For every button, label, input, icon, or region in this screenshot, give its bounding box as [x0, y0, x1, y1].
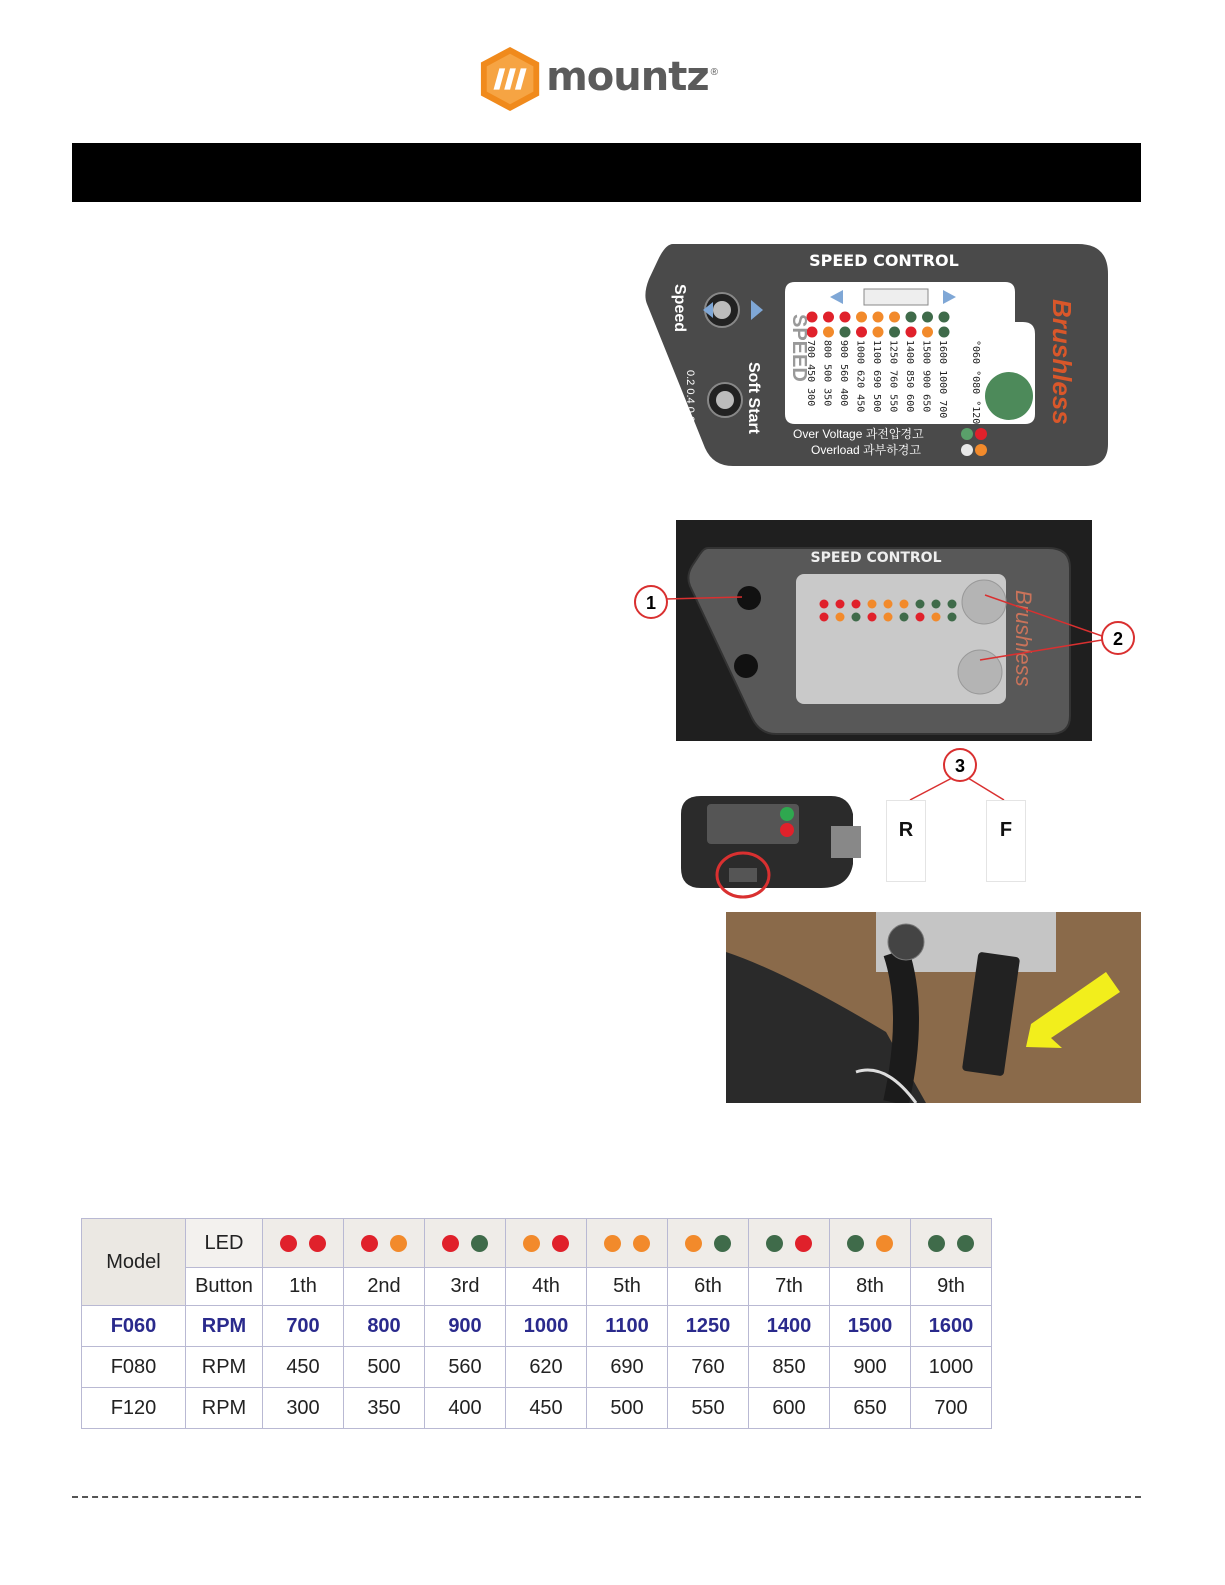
- button-step: 6th: [668, 1268, 749, 1306]
- model-cell: F060: [82, 1306, 186, 1347]
- reverse-label: R: [898, 819, 914, 841]
- panel-speed-values: 800 500 350: [821, 340, 833, 407]
- red-led-dot: [795, 1235, 812, 1252]
- led-cell: [506, 1219, 587, 1268]
- button-step: 7th: [749, 1268, 830, 1306]
- orange-led-dot: [523, 1235, 540, 1252]
- footer-divider: [72, 1496, 1141, 1498]
- button-step: 1th: [263, 1268, 344, 1306]
- brand-name: mountz: [546, 54, 709, 100]
- callout-1: 1: [645, 593, 657, 613]
- svg-text:SPEED CONTROL: SPEED CONTROL: [810, 550, 942, 566]
- rpm-cell: 400: [425, 1388, 506, 1429]
- button-step: 9th: [911, 1268, 992, 1306]
- rpm-cell: 450: [263, 1347, 344, 1388]
- table-row-f120: [82, 1388, 992, 1429]
- led-cell: [668, 1219, 749, 1268]
- soft-start-label: Soft Start: [745, 362, 762, 434]
- rpm-cell: 620: [506, 1347, 587, 1388]
- header-led: LED: [186, 1219, 263, 1268]
- speed-vertical-label: SPEED: [788, 314, 810, 382]
- rpm-cell: 650: [830, 1388, 911, 1429]
- button-step: 8th: [830, 1268, 911, 1306]
- red-led-dot: [361, 1235, 378, 1252]
- button-step: 4th: [506, 1268, 587, 1306]
- table-row-f060: [82, 1306, 992, 1347]
- green-led-dot: [471, 1235, 488, 1252]
- orange-led-dot: [633, 1235, 650, 1252]
- table-row-f080: [82, 1347, 992, 1388]
- overload-label: Overload 과부하경고: [811, 443, 921, 457]
- rpm-cell: 690: [587, 1347, 668, 1388]
- button-step: 3rd: [425, 1268, 506, 1306]
- rpm-table: [81, 1218, 992, 1429]
- red-led-dot: [442, 1235, 459, 1252]
- rpm-cell: 1100: [587, 1306, 668, 1347]
- button-step: 5th: [587, 1268, 668, 1306]
- panel-speed-values: 1000 620 450: [854, 340, 866, 413]
- panel-speed-values: 700 450 300: [805, 340, 816, 407]
- orange-led-dot: [390, 1235, 407, 1252]
- header-model: Model: [82, 1219, 186, 1306]
- unit-cell: RPM: [186, 1306, 263, 1347]
- green-led-dot: [766, 1235, 783, 1252]
- forward-label-card: [986, 800, 1026, 882]
- led-cell: [749, 1219, 830, 1268]
- green-led-dot: [928, 1235, 945, 1252]
- green-led-dot: [957, 1235, 974, 1252]
- rpm-cell: 1500: [830, 1306, 911, 1347]
- panel-model-header: °060 °080 °120: [970, 340, 981, 425]
- orange-led-dot: [604, 1235, 621, 1252]
- unit-cell: RPM: [186, 1347, 263, 1388]
- red-led-dot: [552, 1235, 569, 1252]
- brushless-label: Brushless: [1047, 299, 1077, 425]
- rpm-cell: 500: [587, 1388, 668, 1429]
- reverse-label-card: [886, 800, 926, 882]
- over-voltage-label: Over Voltage 과전압경고: [793, 427, 924, 441]
- led-cell: [587, 1219, 668, 1268]
- callout-2: 2: [1112, 629, 1124, 649]
- rpm-cell: 1600: [911, 1306, 992, 1347]
- tool-side-photo: [681, 796, 861, 900]
- panel-speed-values: 1250 760 550: [887, 340, 899, 413]
- red-led-dot: [309, 1235, 326, 1252]
- rpm-cell: 850: [749, 1347, 830, 1388]
- program-key-photo: [726, 912, 1141, 1103]
- model-cell: F120: [82, 1388, 186, 1429]
- rpm-cell: 800: [344, 1306, 425, 1347]
- led-cell: [911, 1219, 992, 1268]
- soft-start-values: 0.2 0.4 0.6s: [684, 370, 696, 428]
- header-button: Button: [186, 1268, 263, 1306]
- panel-speed-values: 1500 900 650: [920, 340, 932, 413]
- rpm-cell: 1400: [749, 1306, 830, 1347]
- registered-mark: ®: [710, 66, 718, 78]
- rpm-cell: 450: [506, 1388, 587, 1429]
- green-led-dot: [714, 1235, 731, 1252]
- rpm-cell: 760: [668, 1347, 749, 1388]
- panel-title: SPEED CONTROL: [809, 251, 959, 270]
- rpm-cell: 550: [668, 1388, 749, 1429]
- panel-speed-values: 1600 1000 700: [937, 340, 948, 419]
- rpm-cell: 900: [425, 1306, 506, 1347]
- panel-speed-values: 900 560 400: [838, 340, 849, 407]
- orange-led-dot: [685, 1235, 702, 1252]
- led-cell: [830, 1219, 911, 1268]
- rpm-cell: 1250: [668, 1306, 749, 1347]
- panel-speed-values: 1400 850 600: [904, 340, 915, 413]
- unit-cell: RPM: [186, 1388, 263, 1429]
- rpm-cell: 600: [749, 1388, 830, 1429]
- led-cell: [425, 1219, 506, 1268]
- rpm-cell: 500: [344, 1347, 425, 1388]
- panel-speed-values: 1100 690 500: [871, 340, 882, 413]
- button-step: 2nd: [344, 1268, 425, 1306]
- rpm-cell: 350: [344, 1388, 425, 1429]
- led-cell: [344, 1219, 425, 1268]
- red-led-dot: [280, 1235, 297, 1252]
- rpm-cell: 560: [425, 1347, 506, 1388]
- model-cell: F080: [82, 1347, 186, 1388]
- rpm-cell: 700: [263, 1306, 344, 1347]
- rpm-cell: 700: [911, 1388, 992, 1429]
- rpm-cell: 900: [830, 1347, 911, 1388]
- green-led-dot: [847, 1235, 864, 1252]
- rpm-cell: 300: [263, 1388, 344, 1429]
- rpm-cell: 1000: [506, 1306, 587, 1347]
- callout-3: 3: [954, 756, 966, 776]
- orange-led-dot: [876, 1235, 893, 1252]
- forward-label: F: [999, 819, 1013, 841]
- rpm-cell: 1000: [911, 1347, 992, 1388]
- speed-label: Speed: [671, 284, 688, 333]
- svg-text:Brushless: Brushless: [1011, 590, 1036, 687]
- led-cell: [263, 1219, 344, 1268]
